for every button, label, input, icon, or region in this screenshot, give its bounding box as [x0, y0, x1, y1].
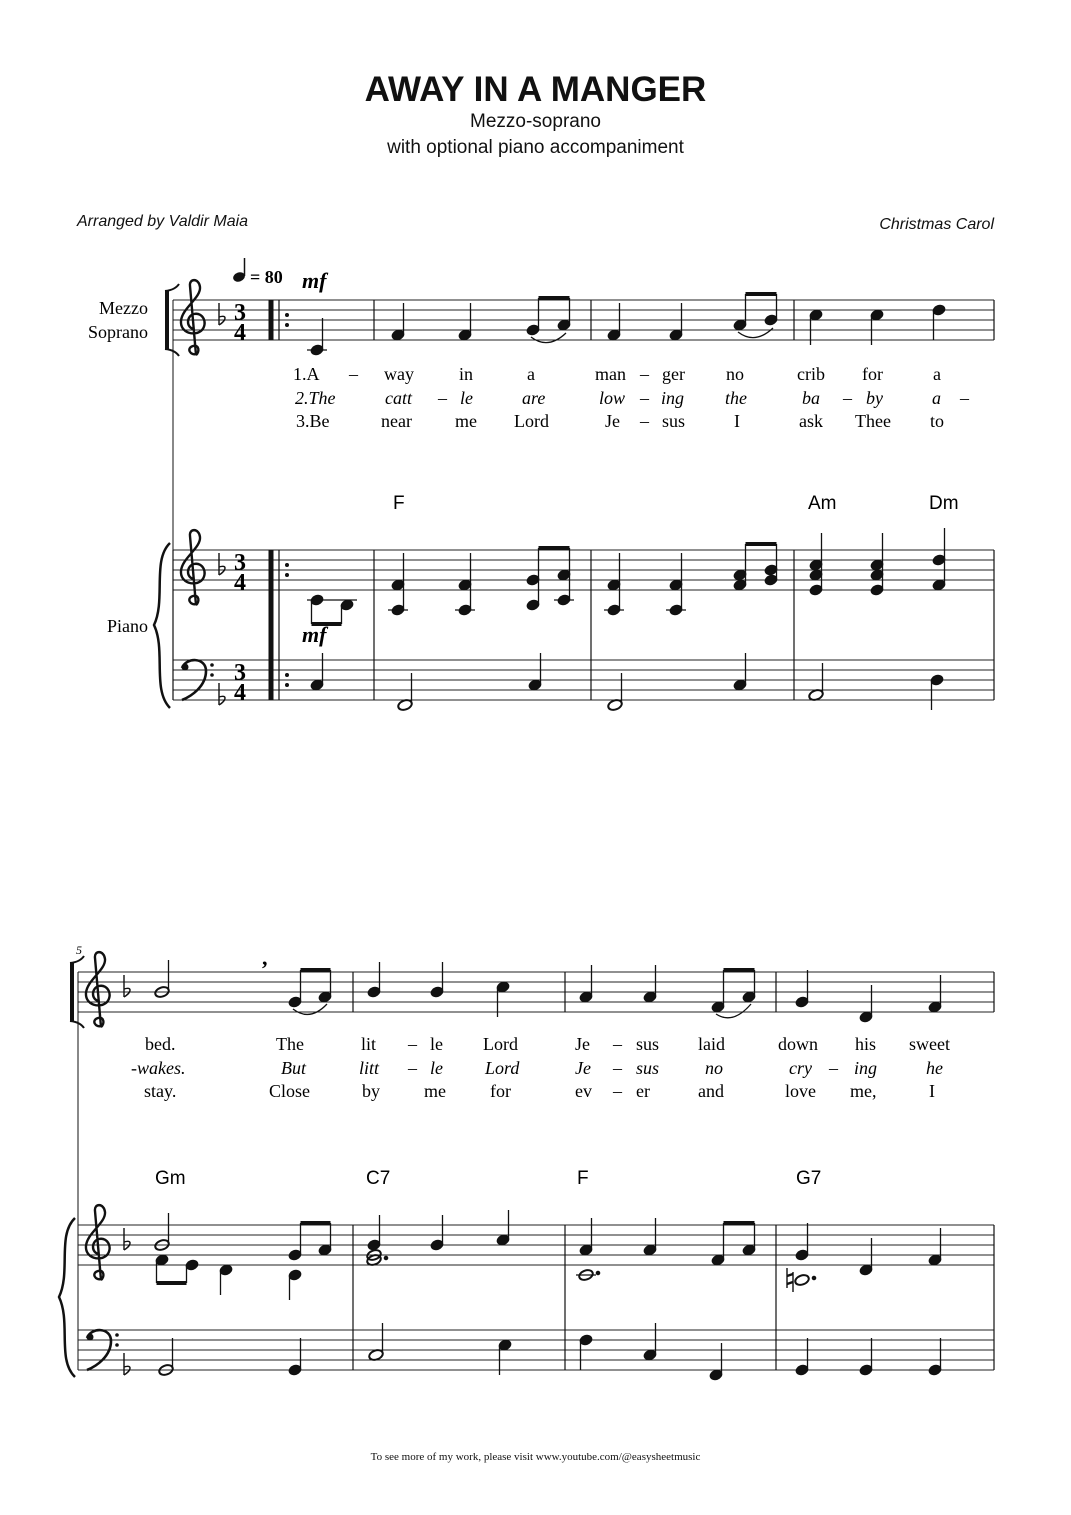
voice-label-line2: Soprano [88, 322, 148, 342]
piano-bass-staff-1 [173, 660, 994, 700]
breath-mark-icon: , [262, 945, 268, 970]
chord-symbol: Am [808, 493, 837, 514]
genre-label: Christmas Carol [879, 216, 994, 233]
chord-symbol: C7 [366, 1168, 391, 1189]
lyric-verse1: bed. The lit – le Lord Je – sus laid down his sweet [145, 1034, 950, 1054]
treble-clef-icon [86, 952, 110, 1027]
voice-staff-2 [78, 972, 994, 1012]
chord-symbols-2 [155, 1168, 821, 1189]
flat-icon [219, 553, 225, 705]
piano-bass-notes-1 [310, 653, 944, 712]
lyric-verse3: 3.Be near me Lord Je – sus I ask Thee to [296, 411, 945, 431]
page-title: AWAY IN A MANGER [364, 70, 707, 109]
chord-symbol: G7 [796, 1168, 822, 1189]
time-signature-bottom: 4 [234, 320, 246, 346]
page-subtitle: Mezzo-soprano [470, 111, 601, 132]
voice-notes-1 [307, 294, 946, 356]
treble-clef-icon [181, 530, 205, 605]
time-signature-top: 3 [234, 300, 246, 326]
tempo-value: = 80 [250, 267, 283, 287]
slurs-voice-2 [293, 1004, 751, 1018]
footer-note: To see more of my work, please visit www.youtube.com/@easysheetmusic [370, 1451, 701, 1463]
piano-treble-staff-2 [78, 1225, 994, 1265]
piano-label: Piano [106, 616, 148, 636]
tempo-marking [232, 258, 283, 287]
lyrics-system-2 [131, 1034, 950, 1101]
piano-bass-notes-2 [158, 1323, 942, 1381]
time-signature-bottom: 4 [234, 570, 246, 596]
chord-symbol: F [577, 1168, 589, 1189]
chord-symbol: F [393, 493, 405, 514]
piano-bass-staff-2 [78, 1330, 994, 1370]
chord-symbol: Gm [155, 1168, 186, 1189]
time-signature-top: 3 [234, 660, 246, 686]
measure-number: 5 [76, 943, 82, 957]
voice-label-line1: Mezzo [99, 298, 148, 318]
arranger-credit: Arranged by Valdir Maia [77, 213, 249, 230]
lyric-verse1: 1.A – way in a man – ger no crib for a [293, 364, 941, 384]
natural-icon [787, 1268, 793, 1292]
dynamic-mark: mf [302, 622, 327, 647]
piano-brace [59, 1218, 75, 1377]
dynamic-mark: mf [302, 268, 327, 293]
flat-icon [219, 303, 225, 325]
treble-clef-icon [181, 280, 205, 355]
flat-icon [124, 1228, 130, 1375]
page-subtitle-2: with optional piano accompaniment [387, 137, 684, 158]
time-signature-top: 3 [234, 550, 246, 576]
piano-treble-staff-1 [173, 550, 994, 590]
barlines-piano-1 [173, 550, 994, 700]
treble-clef-icon [86, 1205, 110, 1280]
chord-symbols-1 [393, 493, 959, 514]
time-signature-bottom: 4 [234, 680, 246, 706]
piano-treble-notes-1 [307, 528, 946, 624]
lyric-verse2: -wakes. But litt – le Lord Je – sus no cry – ing he [131, 1058, 943, 1078]
chord-symbol: Dm [929, 493, 959, 514]
flat-icon [124, 975, 130, 997]
lyric-verse2: 2.The catt – le are low – ing the ba – by a – [295, 388, 969, 408]
lyric-verse3: stay. Close by me for ev – er and love me, I [144, 1081, 935, 1101]
barlines-piano-2 [353, 1225, 994, 1370]
piano-brace [154, 543, 170, 708]
repeat-start-piano [271, 550, 289, 700]
lyrics-system-1 [293, 364, 970, 431]
